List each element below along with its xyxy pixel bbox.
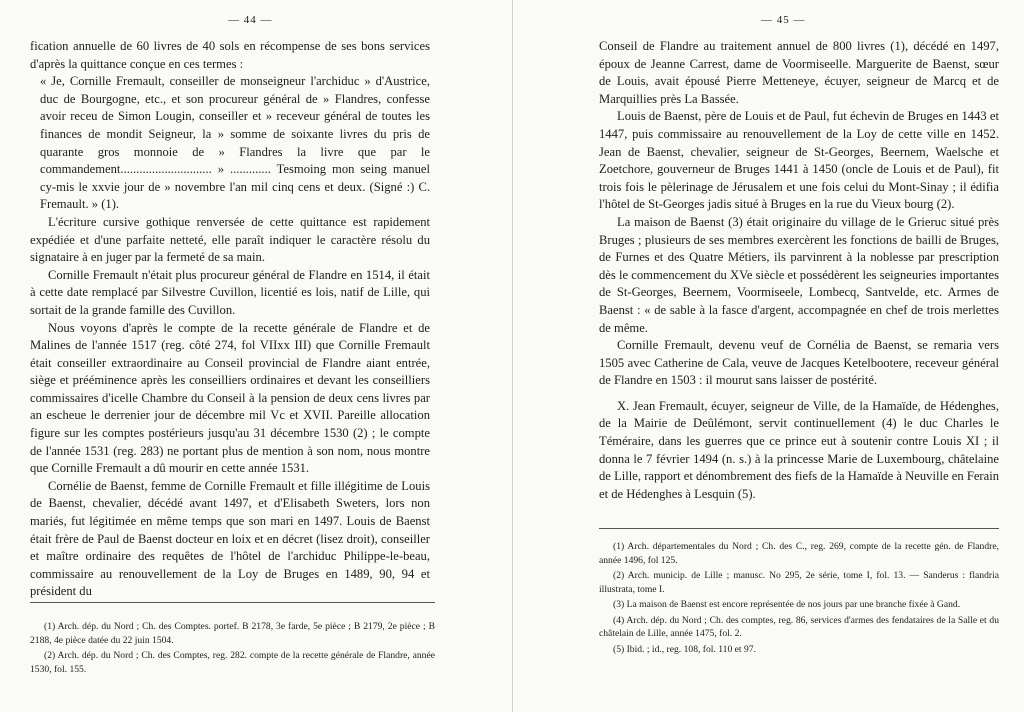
footnote: (5) Ibid. ; id., reg. 108, fol. 110 et 97.: [613, 643, 756, 655]
paragraph: X. Jean Fremault, écuyer, seigneur de Ville, de la Hamaïde, de Hédenghes, de la Mairie de Deûlémont, servit continuellement (4) le duc Charles le Téméraire, dans les guerres que ce prince eut à soutenir contre Louis XI ; il donna le 7 février 1494 (n. s.) à la princesse Marie de Luxembourg, châtelaine de Lille, rapport et dénombrement des fiefs de la Hamaïde à Neuville en Ferain et de Hédenghes à Lesquin (5).: [599, 398, 999, 501]
footnote: (3) La maison de Baenst est encore représentée de nos jours par une branche fixée à Gand.: [613, 599, 961, 610]
paragraph: fication annuelle de 60 livres de 40 sols en récompense de ses bons services d'après la quittance conçue en ces termes :: [30, 39, 430, 71]
paragraph: L'écriture cursive gothique renversée de cette quittance est rapidement expédiée et d'une parfaite netteté, elle paraît indiquer le caractère résolu du signataire à en juger par la fermeté de sa main.: [30, 214, 430, 265]
right-page: [512, 0, 1024, 712]
page-number: — 44 —: [228, 14, 273, 26]
paragraph: Louis de Baenst, père de Louis et de Paul, fut échevin de Bruges en 1443 et 1447, puis commissaire au renouvellement de la Loy de cette ville en 1452. Jean de Baenst, chevalier, seigneur de St-Georges, Beernem, Waelsche et Zoetchore, gouverneur de Bruges 1441 à 1450 (oncle de Louis et de Paul), fit trois fois le pèlerinage de Jérusalem et une fois celui du Mont-Sinay ; il édifia l'hôtel de St-Georges jadis situé à Bruges en la rue du Vieux bourg (2).: [599, 109, 999, 212]
paragraph: Cornélie de Baenst, femme de Cornille Fremault et fille illégitime de Louis de Baenst, chevalier, décédé avant 1497, et d'Elisabeth Sweters, lors non mariés, fut légitimée en même temps que son mari en 1497. Louis de Baenst était frère de Paul de Baenst docteur en loix et en décret (lisez droit), conseiller et maître ordinaire des requêtes de l'hôtel de l'archiduc Philippe-le-beau, commissaire au renouvellement de la Loy de Bruges en 1489, 90, 94 et président du: [30, 478, 430, 599]
footnote-divider: [30, 602, 435, 603]
paragraph: Cornille Fremault n'était plus procureur général de Flandre en 1514, il était à cette date remplacé par Silvestre Cuvillon, licentié es lois, natif de Lille, qui sortait de la grande famille des Cuvillon.: [30, 267, 430, 317]
footnotes: [30, 620, 435, 678]
footnote: (1) Arch. départementales du Nord ; Ch. des C., reg. 269, compte de la recette gén. de Flandre, année 1496, fol 125.: [599, 541, 999, 566]
paragraph: Conseil de Flandre au traitement annuel de 800 livres (1), décédé en 1497, époux de Jeanne Carrest, dame de Voormiseelle. Marguerite de Baenst, sœur de Louis, avait épousé Pierre Metteneye, écuyer, seigneur de Marcq et de Marquillies près La Bassée.: [599, 39, 999, 106]
paragraph: Cornille Fremault, devenu veuf de Cornélia de Baenst, se remaria vers 1505 avec Catherine de Cala, veuve de Jacques Ketelbootere, receveur général de Flandre en 1503 : il mourut sans laisser de postérité.: [599, 338, 999, 388]
footnote: (4) Arch. dép. du Nord ; Ch. des comptes, reg. 86, services d'armes des fendataires de la Salle et du châtelain de Lille, année 1475, fol. 2.: [599, 614, 999, 639]
footnote: (1) Arch. dép. du Nord ; Ch. des Comptes. portef. B 2178, 3e farde, 5e pièce ; B 2179, 2e pièce ; B 2188, 4e pièce datée du 22 juin 1504.: [30, 621, 435, 646]
paragraph: La maison de Baenst (3) était originaire du village de le Grieruc situé près Bruges ; plusieurs de ses membres exercèrent les fonctions de bailli de Bruges, de Furnes et des Quatre Métiers, ils parvinrent à la noblesse par prescription dès le commencement du XVe siècle et possédèrent les seigneuries importantes de St-Georges, Beernem, Voormiseele, Lombecq, Santvelde, etc. Armes de Baenst : « de sable à la fasce d'argent, accompagnée en chef de trois merlettes de même.: [599, 214, 999, 335]
body-text: [599, 38, 999, 503]
footnote: (2) Arch. municip. de Lille ; manusc. No 295, 2e série, tome I, fol. 13. — Sanderus : flandria illustrata, tome I.: [599, 570, 999, 595]
footnote: (2) Arch. dép. du Nord ; Ch. des Comptes, reg. 282. compte de la recette générale de Flandre, année 1530, fol. 155.: [30, 650, 435, 675]
quotation: « Je, Cornille Fremault, conseiller de monseigneur l'archiduc » d'Austrice, duc de Bourgogne, etc., et son procureur général de » Flandres, confesse avoir receu de Simon Lougin, conseiller et » receveur général de toutes les finances de mondit Seigneur, la » somme de soixante livres du pris de quarante gros monnoie de » Flandres la livre que par le commandement............................. » ............. Tesmoing mon seing manuel cy-mis le xxvie jour de » novembre l'an mil cinq cens et deux. (Signé :) C. Fremault. » (1).: [40, 74, 430, 212]
body-text: [30, 38, 430, 601]
footnotes: [599, 540, 999, 658]
paragraph: Nous voyons d'après le compte de la recette générale de Flandre et de Malines de l'année 1517 (reg. côté 274, fol VIIxx III) que Cornille Fremault était conseiller extraordinaire au Conseil provincial de Flandre aiant entrée, siège et prééminence après les conseilliers ordinaires et devant les conseilliers commissaires d'icelle Chambre du Conseil à la pension de deux cens livres par an escheue le derrenier jour de décembre mil Vc et XVII. Pareille allocation figure sur les comptes postérieurs jusqu'au 31 décembre 1530 (2) ; le compte de l'année 1531 (reg. 283) ne portant plus de mention à son nom, nous montre que Cornille Fremault a dû mourir en cette année 1531.: [30, 320, 430, 476]
footnote-divider: [599, 528, 999, 529]
page-number: — 45 —: [761, 14, 806, 26]
